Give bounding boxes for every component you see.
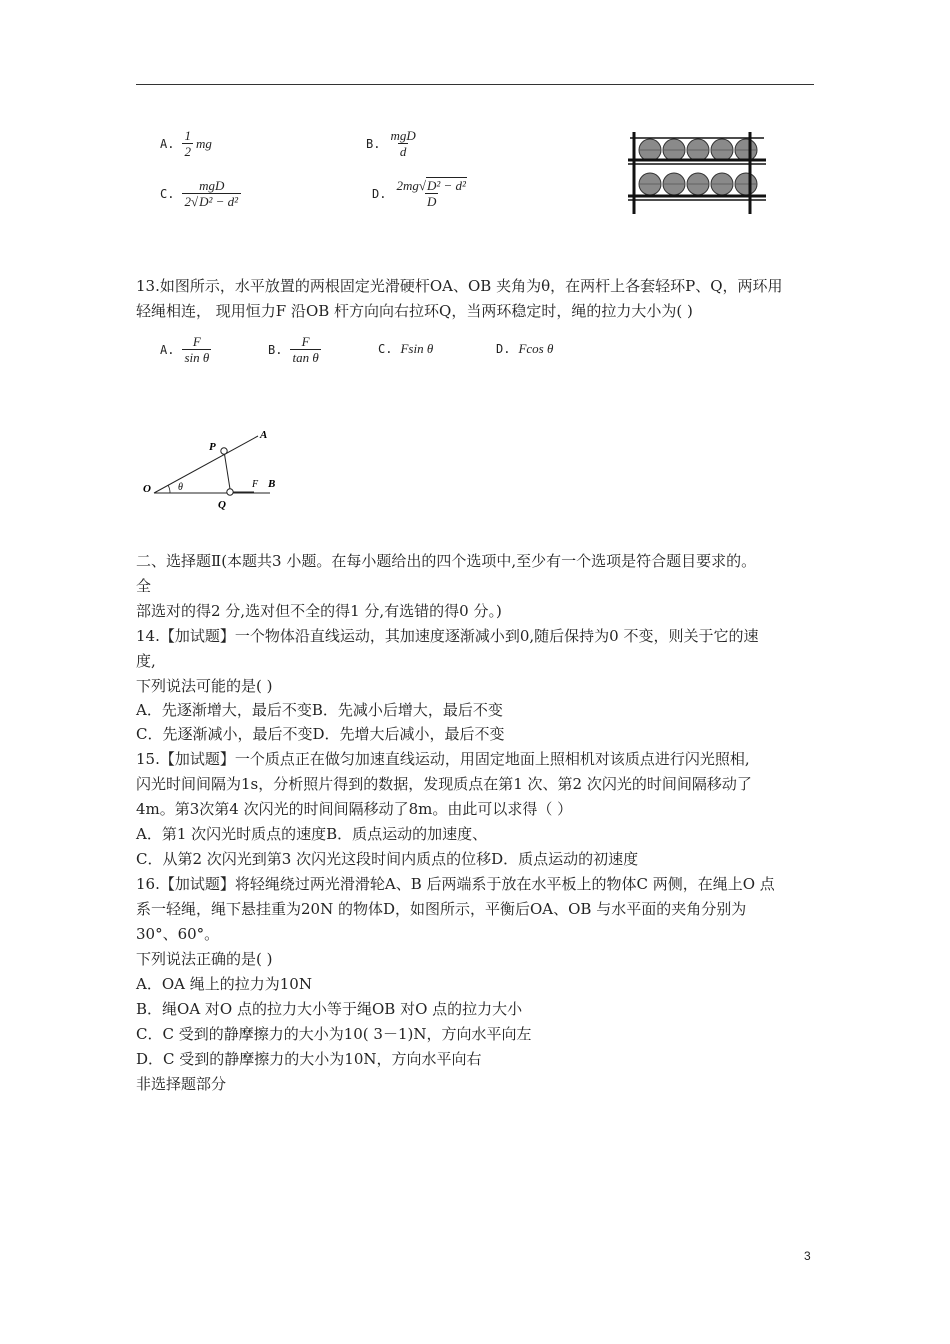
page-number: 3: [804, 1249, 811, 1263]
fraction: $\frac{\text{mgD}}{d}$: [390, 128, 416, 159]
q14-line4: A．先逐渐增大，最后不变B．先减小后增大，最后不变: [136, 701, 503, 719]
q16-line1: 16.【加试题】将轻绳绕过两光滑滑轮A、B 后两端系于放在水平板上的物体C 两侧，在绳上O 点: [136, 875, 775, 893]
q16-line4: 下列说法正确的是( ): [136, 950, 273, 968]
q16-line2: 系一轻绳，绳下悬挂重为20N 的物体D，如图所示，平衡后OA、OB 与水平面的夹角分别为: [136, 900, 747, 918]
q12-option-c: C. $\frac{\text{mgD}}{\text{2√D² − d²}}$: [160, 178, 241, 209]
section2-line2: 全: [136, 577, 152, 595]
point-o-label: O: [143, 483, 151, 495]
q14-line5: C．先逐渐减小，最后不变D．先增大后减小，最后不变: [136, 725, 505, 743]
q16-line7: C．C 受到的静摩擦力的大小为10( 3－1)N，方向水平向左: [136, 1025, 532, 1043]
q13-option-d: D. Fcos θ: [496, 341, 554, 356]
section2-line1: 二、选择题Ⅱ(本题共3 小题。在每小题给出的四个选项中,至少有一个选项是符合题目要求的。: [136, 552, 757, 570]
fraction: $\frac{F}{\text{sin θ}}$: [184, 334, 210, 365]
nonchoice-heading: 非选择题部分: [136, 1075, 227, 1093]
ball-rack-figure: [626, 126, 768, 216]
header-rule: [136, 84, 814, 85]
angle-theta-label: θ: [178, 482, 183, 493]
q16-line3: 30°、60°。: [136, 925, 220, 943]
q13-stem-line2: 轻绳相连， 现用恒力F 沿OB 杆方向向右拉环Q，当两环稳定时，绳的拉力大小为( ): [136, 302, 693, 320]
q15-line2: 闪光时间间隔为1s，分析照片得到的数据，发现质点在第1 次、第2 次闪光的时间间隔移动了: [136, 775, 752, 793]
q14-line3: 下列说法可能的是( ): [136, 677, 273, 695]
q13-option-a: A. $\frac{F}{\text{sin θ}}$: [160, 334, 210, 365]
point-p-label: P: [209, 441, 216, 453]
fraction: $\frac{\text{mgD}}{\text{2√D² − d²}}$: [182, 178, 241, 209]
force-f-label: F: [252, 479, 259, 490]
q13-stem-line1: 13.如图所示，水平放置的两根固定光滑硬杆OA、OB 夹角为θ，在两杆上各套轻环P、Q，两环用: [136, 277, 783, 295]
point-b-label: B: [268, 478, 276, 490]
fraction: $\frac{\text{2mg√D² − d²}}{D}$: [396, 178, 466, 209]
fraction: $\frac{F}{\text{tan θ}}$: [292, 334, 319, 365]
fraction: $\frac{1}{2}$: [184, 128, 191, 159]
q12-option-d: D. $\frac{\text{2mg√D² − d²}}{D}$: [372, 178, 469, 209]
q14-line2: 度,: [136, 652, 156, 670]
q13-rods-figure: [136, 396, 286, 516]
q15-line3: 4m。第3次第4 次闪光的时间间隔移动了8m。由此可以求得（ ）: [136, 800, 573, 818]
point-q-label: Q: [218, 499, 226, 511]
q16-line5: A．OA 绳上的拉力为10N: [136, 975, 312, 993]
q15-line5: C．从第2 次闪光到第3 次闪光这段时间内质点的位移D．质点运动的初速度: [136, 850, 639, 868]
q16-line6: B．绳OA 对O 点的拉力大小等于绳OB 对O 点的拉力大小: [136, 1000, 523, 1018]
q13-option-b: B. $\frac{F}{\text{tan θ}}$: [268, 334, 319, 365]
section2-line3: 部选对的得2 分,选对但不全的得1 分,有选错的得0 分。): [136, 602, 502, 620]
q13-option-c: C. Fsin θ: [378, 341, 434, 356]
q14-line1: 14.【加试题】一个物体沿直线运动，其加速度逐渐减小到0,随后保持为0 不变，则关于它的速: [136, 627, 759, 645]
q16-line8: D．C 受到的静摩擦力的大小为10N，方向水平向右: [136, 1050, 482, 1068]
q12-option-b: B. $\frac{\text{mgD}}{d}$: [366, 128, 416, 159]
q15-line4: A．第1 次闪光时质点的速度B．质点运动的加速度、: [136, 825, 488, 843]
point-a-label: A: [260, 429, 268, 441]
q15-line1: 15.【加试题】一个质点正在做匀加速直线运动，用固定地面上照相机对该质点进行闪光照相,: [136, 750, 750, 768]
q12-option-a: A. $\frac{1}{2}$ mg: [160, 128, 212, 159]
